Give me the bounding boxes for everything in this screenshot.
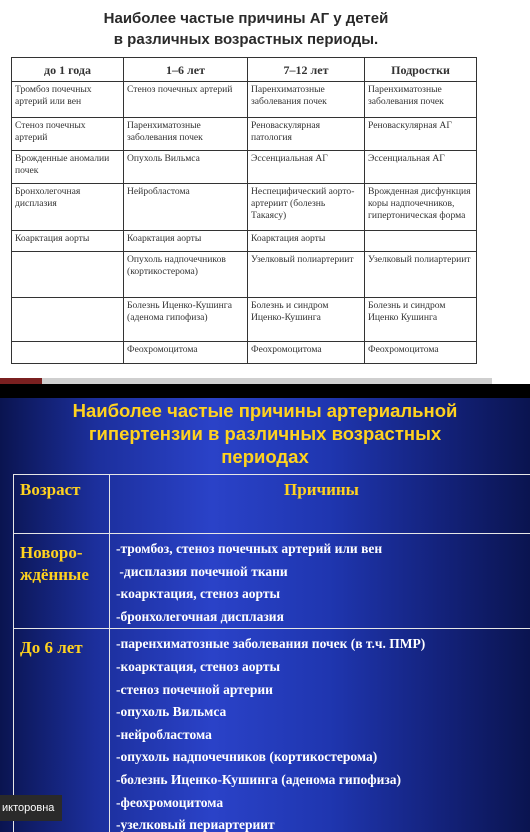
table-cell: Паренхиматозные заболевания почек: [365, 82, 477, 118]
table-row: [12, 252, 477, 298]
table-cell: Опухоль Вильмса: [124, 151, 248, 184]
table-row: [12, 231, 477, 252]
table-row: [14, 629, 530, 832]
cause-item: -узелковый периартериит: [116, 817, 275, 832]
causes-header: Причины: [110, 475, 530, 534]
slide1-title-line1: Наиболее частые причины АГ у детей: [103, 10, 389, 27]
age-label: ждённые: [20, 565, 89, 584]
age-cell: [14, 534, 110, 629]
slide2-title-line2: гипертензии в различных возрастных: [88, 423, 442, 444]
column-header: 1–6 лет: [124, 58, 248, 82]
age-label: Новоро-: [20, 543, 83, 562]
table-row: [12, 82, 477, 118]
table-cell: Коарктация аорты: [12, 231, 124, 252]
cause-item: -коарктация, стеноз аорты: [116, 658, 280, 674]
table-cell: Коарктация аорты: [124, 231, 248, 252]
table-cell: Неспецифический аорто-артериит (болезнь Такаясу): [248, 184, 365, 231]
table-cell: Реноваскулярная АГ: [365, 118, 477, 151]
cause-item: -опухоль надпочечников (кортикостерома): [116, 749, 378, 765]
table-header-row: [12, 58, 477, 82]
table-cell: Стеноз почечных артерий: [124, 82, 248, 118]
causes-table: [13, 474, 530, 832]
table-cell: Эссенциальная АГ: [365, 151, 477, 184]
age-label: До 6 лет: [20, 638, 83, 658]
table-cell: Болезнь и синдром Иценко-Кушинга: [248, 298, 365, 342]
table-cell: Феохромоцитома: [248, 342, 365, 364]
table-header-row: [14, 475, 530, 534]
table-row: [12, 118, 477, 151]
slide2-title-line1: Наиболее частые причины артериальной: [72, 400, 458, 421]
cause-item: -коарктация, стеноз аорты: [116, 586, 280, 602]
table-cell: Феохромоцитома: [124, 342, 248, 364]
table-cell: Врожденная дисфункция коры надпочечников, гипертоническая форма: [365, 184, 477, 231]
cause-item: -дисплазия почечной ткани: [116, 563, 288, 579]
table-row: [14, 534, 530, 629]
bottom-slide: [0, 398, 530, 832]
table-cell: Феохромоцитома: [365, 342, 477, 364]
table-cell: Стеноз почечных артерий: [12, 118, 124, 151]
table-cell: Узелковый полиартериит: [248, 252, 365, 298]
table-row: [12, 184, 477, 231]
table-cell: Паренхиматозные заболевания почек: [124, 118, 248, 151]
cause-item: -стеноз почечной артерии: [116, 681, 273, 697]
slide1-title-line2: в различных возрастных периоды.: [113, 31, 379, 48]
table-cell: Коарктация аорты: [248, 231, 365, 252]
cause-item: -феохромоцитома: [116, 794, 224, 810]
table-cell: Тромбоз почечных артерий или вен: [12, 82, 124, 118]
table-cell: [12, 252, 124, 298]
cause-item: -бронхолегочная дисплазия: [116, 608, 284, 624]
table-row: [12, 342, 477, 364]
cause-item: -тромбоз, стеноз почечных артерий или вен: [116, 541, 383, 556]
table-cell: Паренхиматозные заболевания почек: [248, 82, 365, 118]
table-cell: Бронхолегочная дисплазия: [12, 184, 124, 231]
causes-cell: [110, 534, 530, 629]
table-cell: Болезнь и синдром Иценко Кушинга: [365, 298, 477, 342]
age-header: Возраст: [14, 475, 110, 534]
column-header: Подростки: [365, 58, 477, 82]
top-slide-margin: [492, 0, 530, 384]
cause-item: -нейробластома: [116, 726, 212, 742]
cause-item: -опухоль Вильмса: [116, 704, 227, 720]
table-cell: Врожденные аномалии почек: [12, 151, 124, 184]
causes-cell: [110, 629, 530, 832]
age-causes-table: [11, 57, 477, 364]
table-cell: [12, 342, 124, 364]
table-cell: [12, 298, 124, 342]
table-cell: [365, 231, 477, 252]
table-cell: Узелковый полиартериит: [365, 252, 477, 298]
table-row: [12, 298, 477, 342]
table-row: [12, 151, 477, 184]
table-cell: Реноваскулярная патология: [248, 118, 365, 151]
column-header: 7–12 лет: [248, 58, 365, 82]
cause-item: -болезнь Иценко-Кушинга (аденома гипофиза): [116, 771, 402, 787]
presenter-name-caption: икторовна: [0, 795, 62, 821]
table-cell: Эссенциальная АГ: [248, 151, 365, 184]
top-slide: [0, 0, 492, 378]
table-cell: Опухоль надпочечников (кортикостерома): [124, 252, 248, 298]
cause-item: -паренхиматозные заболевания почек (в т.ч. ПМР): [116, 636, 426, 652]
table-cell: Болезнь Иценко-Кушинга (аденома гипофиза): [124, 298, 248, 342]
video-progress-bar[interactable]: [0, 378, 492, 384]
progress-fill: [0, 378, 42, 384]
column-header: до 1 года: [12, 58, 124, 82]
table-cell: Нейробластома: [124, 184, 248, 231]
slide2-title-line3: периодах: [221, 446, 309, 467]
